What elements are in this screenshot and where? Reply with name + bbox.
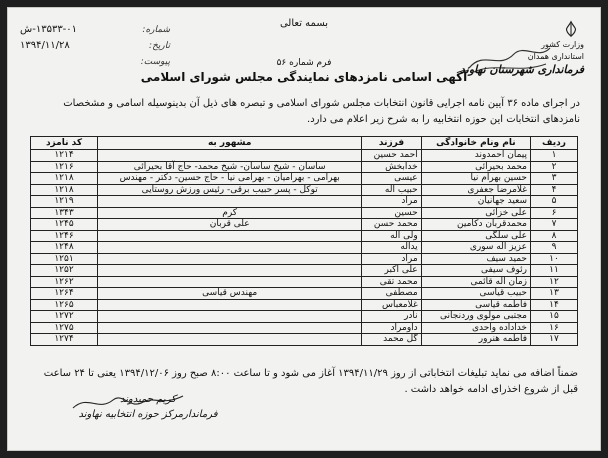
table-row (31, 276, 578, 288)
cell-candidate-code: ۱۲۱۸ (31, 173, 98, 185)
table-row (31, 322, 578, 334)
header-known-as: مشهور به (98, 137, 362, 150)
table-row (31, 161, 578, 173)
table-row (31, 334, 578, 346)
cell-full-name: علی سلگی (421, 230, 530, 242)
cell-known-as (98, 334, 362, 346)
letter-number: ۱۳۵۳۳-۰۱-ش (20, 24, 78, 35)
header-father-name: فرزند (362, 137, 421, 150)
cell-father-name: عیسی (362, 173, 421, 185)
cell-father-name: نادر (362, 311, 421, 323)
table-row (31, 230, 578, 242)
form-number: فرم شماره ۵۶ (276, 58, 332, 68)
cell-father-name: یداله (362, 242, 421, 254)
cell-row-number: ۷ (531, 219, 578, 231)
governorate-office-name: فرمانداری شهرستان نهاوند (460, 63, 584, 76)
cell-row-number: ۱۵ (531, 311, 578, 323)
cell-full-name: پیمان احمدوند (421, 150, 530, 162)
cell-candidate-code: ۱۲۵۲ (31, 265, 98, 277)
cell-father-name: محمد حسن (362, 219, 421, 231)
bismillah-heading: بسمه تعالی (279, 18, 329, 29)
cell-known-as (98, 322, 362, 334)
cell-known-as (98, 299, 362, 311)
cell-row-number: ۴ (531, 184, 578, 196)
cell-candidate-code: ۱۲۷۵ (31, 322, 98, 334)
table-header-row (31, 137, 578, 150)
cell-row-number: ۹ (531, 242, 578, 254)
handwritten-signature (68, 390, 188, 414)
cell-known-as: مهندس قیاسی (98, 288, 362, 300)
intro-paragraph: در اجرای ماده ۳۶ آیین نامه اجرایی قانون انتخابات مجلس شورای اسلامی و تبصره های ذیل آن بدینوسیله اسامی و مشخصات نامزدهای انتخابات این حوزه انتخابیه را به شرح زیر اعلام می دارد. (63, 98, 580, 125)
table-row (31, 311, 578, 323)
cell-candidate-code: ۱۲۴۶ (31, 230, 98, 242)
cell-row-number: ۱۳ (531, 288, 578, 300)
cell-known-as (98, 230, 362, 242)
table-row (31, 196, 578, 208)
table-row (31, 299, 578, 311)
table-row (31, 242, 578, 254)
table-row (31, 265, 578, 277)
signature-block (48, 392, 248, 422)
table-row (31, 288, 578, 300)
cell-father-name: گل محمد (362, 334, 421, 346)
cell-known-as (98, 242, 362, 254)
cell-known-as: ساسان - شیخ ساسان- شیخ محمد- حاج آقا بحیرائی (98, 161, 362, 173)
cell-candidate-code: ۱۲۱۸ (31, 184, 98, 196)
page-title: آگهی اسامی نامزدهای نمایندگی مجلس شورای اسلامی (140, 70, 468, 84)
cell-candidate-code: ۱۲۱۶ (31, 161, 98, 173)
national-emblem-icon (562, 20, 580, 38)
cell-candidate-code: ۱۳۴۳ (31, 207, 98, 219)
cell-full-name: سعید جهانیان (421, 196, 530, 208)
cell-candidate-code: ۱۲۱۴ (31, 150, 98, 162)
cell-full-name: فاطمه هنرور (421, 334, 530, 346)
cell-father-name: محمد تقی (362, 276, 421, 288)
cell-father-name: مراد (362, 196, 421, 208)
cell-candidate-code: ۱۲۶۴ (31, 288, 98, 300)
cell-candidate-code: ۱۲۶۲ (31, 276, 98, 288)
signatory-title: فرماندارمرکز حوزه انتخابیه نهاوند (78, 409, 218, 420)
cell-known-as (98, 265, 362, 277)
cell-full-name: فاطمه قیاسی (421, 299, 530, 311)
attachment-label: پیوست: (140, 57, 170, 67)
cell-full-name: حمید سیف (421, 253, 530, 265)
cell-father-name: مراد (362, 253, 421, 265)
cell-row-number: ۵ (531, 196, 578, 208)
cell-row-number: ۱۴ (531, 299, 578, 311)
cell-row-number: ۱۶ (531, 322, 578, 334)
cell-row-number: ۳ (531, 173, 578, 185)
cell-full-name: محمد بحیرائی (421, 161, 530, 173)
cell-father-name: خدابخش (362, 161, 421, 173)
cell-row-number: ۶ (531, 207, 578, 219)
cell-row-number: ۲ (531, 161, 578, 173)
cell-father-name: غلامعباس (362, 299, 421, 311)
cell-row-number: ۱۰ (531, 253, 578, 265)
cell-candidate-code: ۱۲۷۴ (31, 334, 98, 346)
cell-candidate-code: ۱۲۴۵ (31, 219, 98, 231)
candidates-table (30, 136, 578, 346)
cell-father-name: علی اکبر (362, 265, 421, 277)
cell-known-as: کرم (98, 207, 362, 219)
cell-row-number: ۱۲ (531, 276, 578, 288)
cell-known-as (98, 196, 362, 208)
cell-father-name: حسین (362, 207, 421, 219)
cell-known-as (98, 311, 362, 323)
cell-candidate-code: ۱۲۵۱ (31, 253, 98, 265)
cell-full-name: زمان اله قائمی (421, 276, 530, 288)
cell-full-name: غلامرضا جعفری (421, 184, 530, 196)
date-label: تاریخ: (149, 41, 170, 51)
cell-row-number: ۸ (531, 230, 578, 242)
cell-candidate-code: ۱۲۴۸ (31, 242, 98, 254)
cell-full-name: محمدقربان دکامین (421, 219, 530, 231)
cell-full-name: حبیب قیاسی (421, 288, 530, 300)
table-body (31, 150, 578, 346)
table-row (31, 219, 578, 231)
cell-candidate-code: ۱۲۱۹ (31, 196, 98, 208)
cell-row-number: ۱۷ (531, 334, 578, 346)
table-row (31, 173, 578, 185)
footer-note: ضمناً اضافه می نماید تبلیغات انتخاباتی از روز ۱۳۹۴/۱۱/۲۹ آغاز می شود و تا ساعت ۸:۰۰ صبح روز ۱۳۹۴/۱۲/۰۶ یعنی تا ۲۴ ساعت قبل از شروع اخذرای ادامه خواهد داشت . (43, 368, 578, 395)
cell-known-as: بهرامی - بهرامیان - بهرامی نیا - حاج حسین- دکتر - مهندس (98, 173, 362, 185)
cell-full-name: حسین بهرام نیا (421, 173, 530, 185)
letter-date: ۱۳۹۴/۱۱/۲۸ (20, 40, 70, 51)
cell-father-name: مصطفی (362, 288, 421, 300)
cell-full-name: رئوف سیفی (421, 265, 530, 277)
signatory-name: کریم حمیدوند (120, 394, 176, 405)
header-candidate-code: کد نامزد (31, 137, 98, 150)
cell-father-name: داومراد (362, 322, 421, 334)
cell-known-as: توکل - پسر حبیب برقی- رئیس ورزش روستایی (98, 184, 362, 196)
cell-candidate-code: ۱۲۷۲ (31, 311, 98, 323)
cell-row-number: ۱ (531, 150, 578, 162)
table-row (31, 253, 578, 265)
cell-known-as (98, 253, 362, 265)
table-row (31, 150, 578, 162)
header-full-name: نام ونام خانوادگی (421, 137, 530, 150)
document-page (8, 8, 600, 450)
cell-full-name: مجتبی مولوی وردنجانی (421, 311, 530, 323)
cell-known-as: علی قربان (98, 219, 362, 231)
table-row (31, 184, 578, 196)
cell-known-as (98, 276, 362, 288)
cell-row-number: ۱۱ (531, 265, 578, 277)
cell-full-name: علی خزائی (421, 207, 530, 219)
cell-full-name: خداداده واحدی (421, 322, 530, 334)
cell-known-as (98, 150, 362, 162)
header-row-number: ردیف (531, 137, 578, 150)
cell-father-name: حبیب اله (362, 184, 421, 196)
cell-father-name: ولی اله (362, 230, 421, 242)
cell-candidate-code: ۱۲۶۵ (31, 299, 98, 311)
table-row (31, 207, 578, 219)
cell-full-name: عزیز اله سوری (421, 242, 530, 254)
governorate-name: استانداری همدان (527, 52, 584, 61)
number-label: شماره: (142, 25, 170, 35)
cell-father-name: احمد حسین (362, 150, 421, 162)
ministry-name: وزارت کشور (541, 40, 584, 49)
